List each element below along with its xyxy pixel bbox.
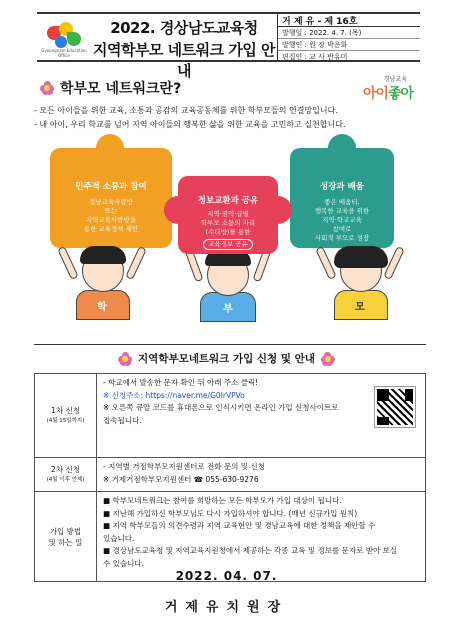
education-office-logo: Gyeongnam Education Office bbox=[37, 14, 91, 60]
child-illustration-mo: 모 bbox=[320, 242, 400, 322]
editor: 편집인 : 교 사 반유미 bbox=[282, 53, 348, 61]
signup-link[interactable]: ※ 신청주소: https://naver.me/G0IrVPVo bbox=[103, 390, 245, 400]
row-content: - 지역별 거점학부모지원센터로 전화 문의 및 신청 ※ 거제거점학부모지원센터 ☎ 055-630-9276 bbox=[97, 458, 426, 492]
title-line-2: 지역학부모 네트워크 가입 안내 bbox=[92, 41, 276, 80]
publisher: 발행인 : 원 장 박은화 bbox=[278, 39, 420, 51]
puzzle-piece-growth: 성장과 배움 좋은 배움터, 행복한 교육을 위한 지역·학교교육 참여로 사회적 부모로 성장 bbox=[290, 148, 394, 248]
qr-code-icon[interactable] bbox=[375, 387, 415, 427]
intro-title: 학부모 네트워크란? bbox=[60, 81, 182, 97]
issuer-name: 거제유치원장 bbox=[164, 600, 289, 615]
puzzle-piece-participation: 민주적 소통과 참여 경남교육사랑방 또는 지역교육사랑방을 통한 교육정책 제안 bbox=[50, 148, 172, 248]
intro-text bbox=[34, 104, 434, 132]
issue-footer-date: 2022. 04. 07. bbox=[175, 569, 278, 583]
apply-title: 지역학부모네트워크 가입 신청 및 안내 bbox=[138, 353, 315, 365]
table-row bbox=[35, 458, 426, 492]
issue-meta bbox=[277, 14, 420, 60]
flower-icon bbox=[40, 81, 54, 95]
puzzle-piece-sharing: 정보교환과 공유 지역·권역·급별 학부모 소통의 자리 (수다방)를 통한 교육정보 공유 bbox=[178, 176, 278, 254]
row-content: ■ 학부모네트워크는 참여를 희망하는 모든 학부모가 가입 대상이 됩니다. ■ 지난해 가입하신 학부모님도 다시 가입하셔야 합니다. (매년 신규가입 원칙) ■ 지역 학부모들의 의견수렴과 지역 교육현안 및 경남교육에 대한 정책을 제안할 수 있습니다. ■ 경상남도교육청 및 지역교육지원청에서 제공하는 각종 교육 및 정보를 문자로 받아 보실 수 있습니다. bbox=[97, 492, 426, 582]
divider bbox=[34, 344, 426, 345]
flower-icon bbox=[118, 352, 132, 366]
child-illustration-bu: 부 bbox=[188, 248, 268, 322]
issue-date: 발행일 : 2022. 4. 7. (목) bbox=[278, 27, 420, 39]
apply-heading bbox=[0, 351, 453, 366]
intro-heading bbox=[40, 78, 181, 98]
brand-logo: 경남교육 아이좋아 bbox=[362, 76, 413, 102]
row-label: 2차 신청 (4월 이후 언제) bbox=[35, 458, 97, 492]
title-line-1: 2022. 경상남도교육청 bbox=[110, 19, 258, 37]
row-content: - 학교에서 발송한 문자 확인 뒤 아래 주소 클릭! ※ 신청주소: https://naver.me/G0IrVPVo ※ 오른쪽 큐알 코드를 휴대폰으로 인식시키면 온라인 가입 신청사이트로 접속됩니다. bbox=[97, 374, 426, 458]
apply-table bbox=[34, 373, 426, 582]
intro-line: - 모든 아이들을 위한 교육, 소통과 공감의 교육공동체를 위한 학부모들의 연결망입니다. bbox=[34, 106, 338, 115]
flower-icon bbox=[321, 352, 335, 366]
newsletter-header bbox=[37, 12, 420, 80]
page-title bbox=[91, 14, 277, 80]
intro-line: - 내 아이, 우리 학교를 넘어 지역 아이들의 행복한 삶을 위한 교육을 고민하고 실천합니다. bbox=[34, 120, 346, 129]
row-label: 1차 신청 (4월 15일까지) bbox=[35, 374, 97, 458]
phone-number[interactable]: ※ 거제거점학부모지원센터 ☎ 055-630-9276 bbox=[103, 474, 259, 484]
table-row bbox=[35, 374, 426, 458]
table-row bbox=[35, 492, 426, 582]
issue-number: 거 제 유 - 제 16호 bbox=[278, 14, 420, 27]
row-label: 가입 방법 및 하는 일 bbox=[35, 492, 97, 582]
child-illustration-hak: 학 bbox=[62, 242, 142, 322]
